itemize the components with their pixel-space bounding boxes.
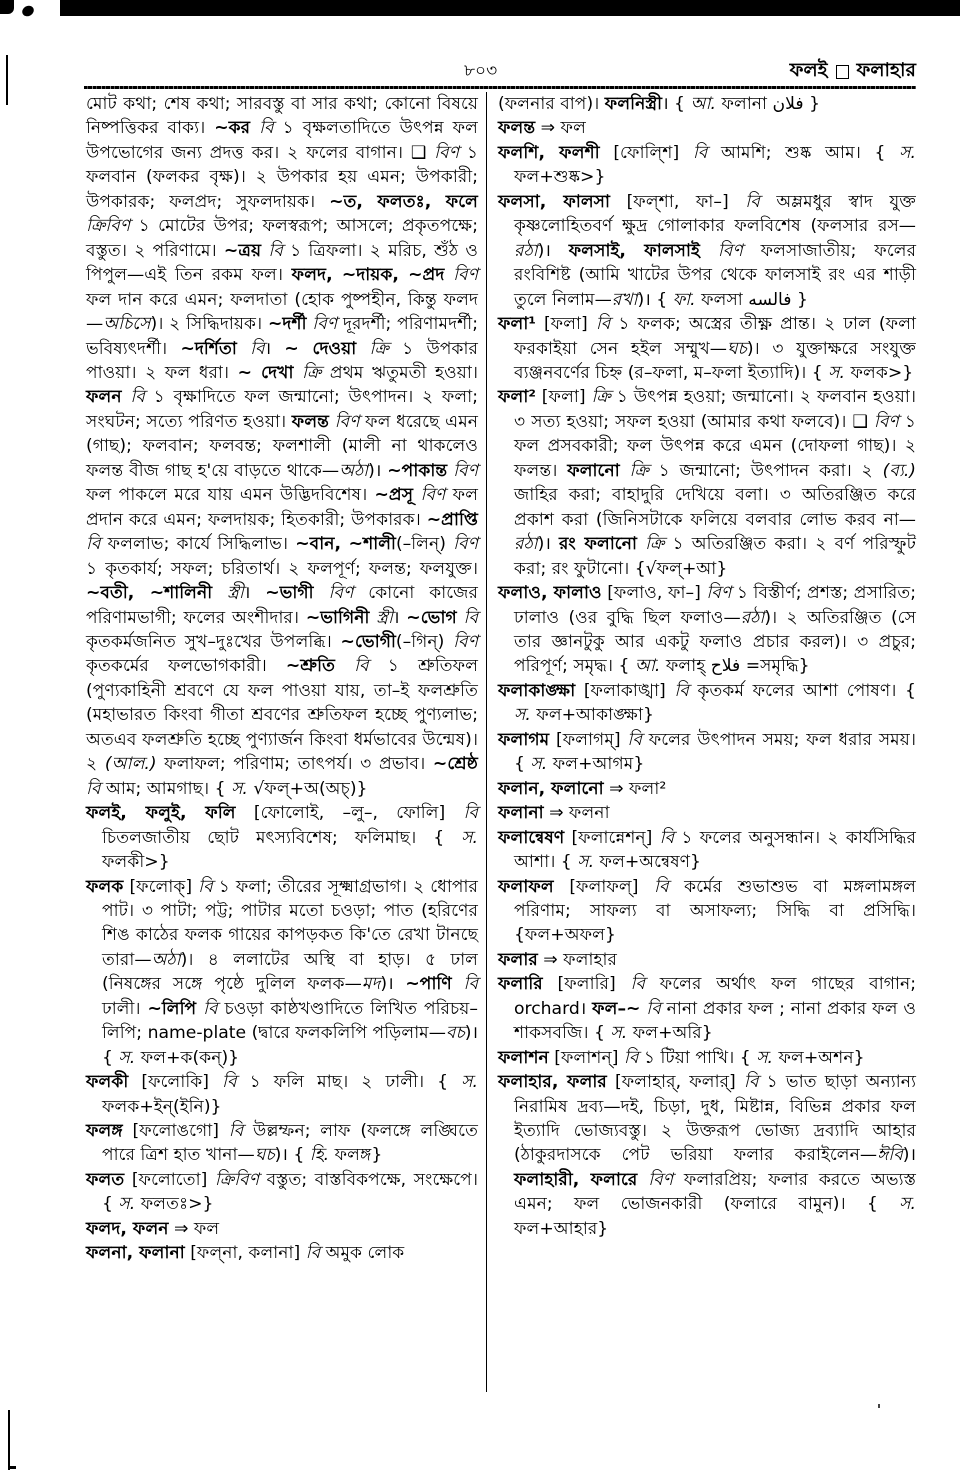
- headword: ফলই, ফলুই, ফলি: [86, 803, 236, 824]
- page-edge-mark: [6, 55, 8, 105]
- definition-text: ফল+শুষ্ক>}: [514, 167, 606, 188]
- grammar-label: বি: [743, 1072, 759, 1093]
- grammar-label: বি: [305, 1243, 321, 1264]
- grammar-label: (ব্য.): [882, 460, 916, 481]
- grammar-label: মদ: [361, 974, 381, 995]
- grammar-label: বি: [198, 876, 213, 897]
- definition-text: [ফলাশন্]: [548, 1047, 624, 1068]
- scan-edge-shadow: [60, 0, 960, 16]
- grammar-label: বিণ: [434, 142, 459, 163]
- definition-text: [ফলাফল্]: [553, 876, 655, 897]
- definition-text: ফল+আগম}: [547, 754, 645, 775]
- definition-text: কোনো কাজের পরিণামভাগী; ফলের অংশীদার।: [86, 583, 479, 628]
- grammar-label: বি: [623, 1047, 639, 1068]
- definition-text: ফলক>}: [845, 362, 914, 383]
- definition-text: ফলের অর্থাৎ ফল গাছের বাগান; orchard।: [514, 974, 916, 1019]
- grammar-label: বি: [654, 876, 669, 897]
- definition-text: ১ শ্রুতিফল (পুণ্যকাহিনী শ্রবণে যে ফল পাওয়া যায়, তা–ই ফলশ্রুতি (মহাভারত কিংবা গীতা শ্রবণের শ্রুতিফল হচ্ছে পুণ্যলাভ; অতএব ফলশ্রুতি হচ্ছে পুণ্যার্জন কিংবা ধর্মভাবের উন্মেষ)। ২: [86, 656, 478, 775]
- grammar-label: বিণ: [334, 411, 360, 432]
- grammar-label: বি: [250, 338, 265, 359]
- headword: ফলা²: [498, 387, 536, 408]
- grammar-label: বি: [674, 680, 689, 701]
- definition-text: )।: [902, 1145, 916, 1166]
- grammar-label: ঘচ: [726, 338, 747, 359]
- definition-text: [356, 339, 369, 359]
- headword: ফলাহার, ফলার: [498, 1072, 607, 1093]
- dictionary-entry: [498, 679, 916, 728]
- definition-text: [293, 363, 302, 383]
- headword: ফলাশন: [498, 1047, 549, 1068]
- definition-text: ⇒ ফলনা: [543, 803, 610, 824]
- definition-text: ১ কৃতকার্য; সফল; চরিতার্থ। ২ ফলপূর্ণ; ফলন্ত; ফলযুক্ত।: [86, 558, 478, 579]
- definition-text: ⇒ ফলাহার: [537, 949, 617, 970]
- definition-text: ফল পাকলে মরে যায় এমন উদ্ভিদবিশেষ।: [86, 485, 375, 506]
- grammar-label: বি: [463, 607, 479, 628]
- definition-text: [314, 583, 329, 603]
- definition-text: মোট কথা; শেষ কথা; সারবস্তু বা সার কথা; কোনো বিষয়ে নিষ্পত্তিকর বাক্য।: [86, 94, 478, 139]
- definition-text: [212, 583, 227, 603]
- page-header: [84, 54, 916, 84]
- grammar-label: বিণ: [648, 1169, 674, 1190]
- grammar-label: স.: [577, 852, 595, 873]
- entry-continuation: [86, 92, 478, 801]
- grammar-label: বিণ: [328, 583, 354, 604]
- definition-text: [ফলাও, ফা–]: [601, 583, 707, 604]
- grammar-label: বি: [463, 974, 479, 995]
- definition-text: ১ মোটের উপর; ফলস্বরূপ; আসলে; প্রকৃতপক্ষে; বস্তুত। ২ পরিণামে।: [86, 216, 478, 261]
- definition-text: [ফলোতো]: [124, 1169, 215, 1190]
- definition-text: [ফলোঙগো]: [122, 1121, 229, 1142]
- grammar-label: রখা: [611, 289, 638, 310]
- definition-text: ⇒ ফলা²: [603, 778, 667, 799]
- definition-text: ফলঙ্গ}: [329, 1145, 383, 1166]
- headword: ~শ্রেষ্ঠ: [432, 754, 478, 775]
- scan-artifact: [20, 4, 35, 19]
- headword: ফলা¹: [498, 314, 536, 335]
- definition-text: ১ ফলা; তীরের সূক্ষ্মাগ্রভাগ। ২ ধোপার পাট। ৩ পাটা; পট্ট; পাটার মতো চওড়া; পাত (হরিণের শিঙ কাঠের ফলক গায়ের কাপড়কত কি'তে রেখা টানছে তারা—: [102, 876, 478, 970]
- grammar-label: বি: [463, 803, 478, 824]
- grammar-label: স.: [514, 705, 531, 726]
- definition-text: ফলাহ্ فلاح =সমৃদ্ধি}: [660, 656, 810, 677]
- definition-text: কর্মের শুভাশুভ বা মঙ্গলামঙ্গল পরিণাম; সাফল্য বা অসাফল্য; সিদ্ধি বা প্রসিদ্ধি। {ফল+অফল}: [514, 876, 916, 946]
- grammar-label: বি: [86, 534, 101, 555]
- definition-text: ১ জন্মানো; উৎপাদন করা। ২: [648, 460, 883, 481]
- grammar-label: ক্রি: [645, 534, 665, 555]
- grammar-label: বিণ: [453, 460, 478, 481]
- definition-text: √ফল্+অ(অচ্)}: [247, 778, 368, 799]
- dictionary-entry: [86, 1070, 478, 1119]
- definition-text: [335, 656, 354, 676]
- grammar-label: ফা.: [672, 289, 696, 310]
- headword: ফলনিস্ত্রী: [604, 94, 663, 114]
- definition-text: ⇒ ফল: [168, 1218, 220, 1239]
- dictionary-entry: [498, 190, 916, 312]
- definition-text: ১ ফলক; অস্ত্রের তীক্ষ্ণ প্রান্ত। ২ ঢাল (ফলা ফরকাইয়া সেন হইল সম্মুখ—: [514, 314, 916, 359]
- dictionary-entry: [498, 1046, 916, 1070]
- grammar-label: স.: [231, 778, 248, 799]
- grammar-label: বি: [630, 974, 645, 995]
- grammar-label: বি: [222, 1072, 237, 1093]
- headword: রং ফলানো: [558, 534, 637, 555]
- definition-text: ফল+আহার}: [514, 1218, 609, 1239]
- definition-text: [250, 118, 259, 138]
- headword: ফলাকাঙ্ক্ষা: [498, 680, 576, 701]
- definition-text: ফল দান করে এমন; ফলদাতা (হোক পুষ্পহীন, কিন্তু ফলদ—: [86, 289, 478, 335]
- right-column: [498, 92, 916, 1241]
- grammar-label: স.: [899, 1194, 916, 1215]
- definition-text: ফল+অশন}: [773, 1047, 865, 1068]
- grammar-label: রঠা: [740, 607, 765, 628]
- headword: ফলান্বেষণ: [498, 827, 565, 848]
- grammar-label: স.: [461, 1072, 478, 1093]
- definition-text: (–গিন্): [395, 631, 454, 652]
- definition-text: ফলাফল; পরিণাম; তাৎপর্য। ৩ প্রভাব।: [156, 754, 433, 775]
- definition-text: )।: [537, 240, 569, 261]
- headword: ~ত, ফলতঃ, ফলে: [329, 191, 478, 212]
- definition-text: )। ২ অতিরঞ্জিত (সে তার জ্ঞানটুকু আর একটু ফলাও প্রচার করল)। ৩ প্রচুর; পরিপূর্ণ; সমৃদ্ধ। {: [514, 607, 916, 677]
- dictionary-entry: [498, 581, 916, 679]
- grammar-label: বি: [745, 191, 760, 212]
- dictionary-entry: [498, 972, 916, 1045]
- definition-text: [637, 1170, 648, 1190]
- grammar-label: ক্রি: [369, 338, 389, 359]
- grammar-label: রঠা: [514, 240, 538, 261]
- grammar-label: স.: [899, 142, 916, 163]
- definition-text: [ফল্শা, ফা–]: [610, 191, 746, 212]
- definition-text: ।: [392, 607, 407, 628]
- grammar-label: স্ত্রী: [376, 607, 393, 628]
- headword: ~বতী, ~শালিনী: [86, 583, 213, 604]
- grammar-label: ক্রি: [629, 460, 649, 481]
- definition-text: ফলকী>}: [102, 852, 170, 873]
- headword: ~ত্রয়: [223, 240, 262, 261]
- box-icon: [836, 65, 849, 79]
- grammar-label: বিণ: [453, 534, 478, 555]
- definition-text: আমশি; শুষ্ক আম। {: [707, 142, 900, 163]
- definition-text: বস্তুত; বাস্তবিকপক্ষে, সংক্ষেপে। {: [102, 1169, 478, 1215]
- header-rule: [84, 86, 916, 89]
- grammar-label: স.: [461, 827, 478, 848]
- definition-text: ১ ভাত ছাড়া অন্যান্য নিরামিষ দ্রব্য—দই, চিড়া, দুধ, মিষ্টান্ন, বিভিন্ন প্রকার ফল ইত্যাদি ভোজ্যবস্তু। ২ উক্তরূপ ভোজ্য দ্রব্যাদি আহার (ঠাকুরদাসকে পেট ভরিয়া ফলার করাইলেন—: [514, 1072, 916, 1166]
- definition-text: ফললাভ; কার্যে সিদ্ধিলাভ।: [100, 534, 296, 555]
- dictionary-entry: [86, 875, 478, 1071]
- definition-text: (ফলনার বাপ)।: [498, 94, 605, 114]
- definition-text: [ফলাগম্]: [549, 729, 628, 750]
- dictionary-entry: [498, 777, 916, 801]
- dictionary-entry: [498, 1070, 916, 1241]
- definition-text: ফল ধরেছে এমন (গাছ); ফলবান; ফলবন্ত; ফলশালী (মালী না থাকলেও ফলন্ত বীজ গাছ হ'য়ে বাড়তে থাকে—: [86, 411, 479, 481]
- headword: ~প্রাপ্তি: [426, 509, 478, 530]
- headword: ~লিপি: [147, 998, 197, 1019]
- definition-text: অমুক লোক: [320, 1243, 405, 1264]
- dictionary-entry: [498, 948, 916, 972]
- definition-text: ।: [264, 338, 285, 359]
- definition-text: [ফলা]: [535, 387, 592, 408]
- definition-text: [ফলা]: [535, 314, 596, 335]
- headword: ~ দেখা: [237, 362, 294, 383]
- grammar-label: বিণ: [717, 240, 743, 261]
- headword: ফলসাই, ফালসাই: [568, 240, 700, 261]
- definition-text: [620, 461, 630, 481]
- headword: ~ভাগিনী: [305, 607, 370, 628]
- definition-text: ফলসাজাতীয়; ফলের রংবিশিষ্ট (আমি খাটের উপর থেকে ফালসাই রং এর শাড়ী তুলে নিলাম—: [514, 240, 917, 310]
- definition-text: ১ বৃক্ষাদিতে ফল জন্মানো; উৎপাদন। ২ ফলা; সংঘটন; সত্যে পরিণত হওয়া।: [86, 387, 478, 432]
- definition-text: ১ বৃক্ষলতাদিতে উৎপন্ন ফল উপভোগের জন্য প্রদত্ত কর। ২ ফলের বাগান। ❑: [86, 118, 478, 163]
- headword: ফলানা: [498, 803, 544, 824]
- dictionary-entry: [498, 116, 916, 140]
- definition-text: [ফলান্নেশন্]: [564, 827, 660, 848]
- definition-text: কৃতকর্মের ফলভোগকারী।: [86, 656, 286, 677]
- definition-text: )। ৩ যুক্তাক্ষরে সংযুক্ত ব্যঞ্জনবর্ণের চিহ্ন (র–ফলা, ম–ফলা ইত্যাদি)। {: [514, 338, 916, 383]
- grammar-label: অঠা: [151, 949, 181, 970]
- definition-text: ১ টিয়া পাখি। {: [638, 1047, 757, 1068]
- headword: ~ভোগী: [340, 631, 396, 652]
- definition-text: ১ ফলি মাছ। ২ ঢালী। {: [236, 1072, 462, 1093]
- running-head: [790, 56, 916, 88]
- definition-text: (–লিন্): [395, 534, 454, 555]
- definition-text: ফলের উৎপাদন সময়; ফল ধরার সময়। {: [514, 729, 916, 775]
- headword: ফলদ, ~দায়ক, ~প্রদ: [291, 265, 445, 286]
- definition-text: )। {: [637, 289, 673, 310]
- dictionary-entry: [86, 1217, 478, 1241]
- definition-text: নানা প্রকার ফল ; নানা প্রকার ফল ও শাকসবজি। {: [514, 998, 916, 1044]
- definition-text: ১ ত্রিফলা। ২ মরিচ, শুঁঠ ও পিপুল—এই তিন রকম ফল।: [86, 240, 479, 286]
- dictionary-entry: [498, 312, 916, 385]
- grammar-label: বি: [130, 387, 145, 408]
- definition-text: ১ অতিরঞ্জিত করা। ২ বর্ণ পরিস্ফুট করা; রং ফুটানো। {√ফল্+আ}: [514, 534, 916, 579]
- definition-text: ফল+আকাঙ্ক্ষা}: [530, 705, 654, 726]
- definition-text: [ফলাকাঙ্খা]: [575, 680, 675, 701]
- definition-text: ফল প্রদান করে এমন; ফলদায়ক; হিতকারী; উপকারক।: [86, 485, 478, 530]
- definition-text: ফলারপ্রিয়; ফলার করতে অভ্যস্ত এমন; ফল ভোজনকারী (ফলারে বামুন)। {: [514, 1169, 917, 1215]
- definition-text: প্রথম ঋতুমতী হওয়া।: [321, 362, 478, 383]
- definition-text: ।: [243, 583, 266, 604]
- grammar-label: স.: [118, 1194, 136, 1215]
- grammar-label: আ.: [634, 656, 661, 677]
- grammar-label: অঠা: [339, 460, 369, 481]
- definition-text: [237, 339, 250, 359]
- grammar-label: আ.: [690, 94, 716, 114]
- grammar-label: বি: [595, 314, 611, 335]
- dictionary-entry: [498, 826, 916, 875]
- column-divider: [486, 92, 487, 1392]
- definition-text: )।: [537, 534, 559, 555]
- grammar-label: বি: [354, 656, 369, 677]
- definition-text: [457, 608, 464, 628]
- grammar-label: বি: [627, 729, 642, 750]
- headword: ফলারি: [498, 974, 543, 995]
- headword: ফলক: [86, 876, 124, 897]
- headword: ফলান, ফলানো: [498, 778, 604, 799]
- grammar-label: বি: [646, 998, 661, 1019]
- definition-text: [444, 265, 453, 285]
- definition-text: উল্লম্ফন; লাফ (ফলঙ্গে লঙ্ঘিতে পারে ত্রিশ হাত খানা—: [102, 1121, 478, 1166]
- dictionary-entry: [86, 801, 478, 874]
- dictionary-entry: [498, 728, 916, 777]
- grammar-label: বি: [228, 1121, 244, 1142]
- headword: ফলন: [86, 387, 122, 408]
- definition-text: [ফলোকি]: [128, 1072, 223, 1093]
- grammar-label: বি: [203, 998, 218, 1019]
- scan-speck: [878, 1404, 880, 1408]
- definition-text: [637, 534, 645, 554]
- headword: ~দর্শী: [267, 314, 307, 335]
- definition-text: ১ বিস্তীর্ণ; প্রশস্ত; প্রসারিত; ঢালাও (ওর বুদ্ধি ছিল ফলাও—: [514, 583, 917, 628]
- running-head-first: ফলই: [789, 59, 828, 81]
- definition-text: )।: [380, 974, 406, 995]
- definition-text: [ফলারি]: [542, 974, 631, 995]
- grammar-label: বিণ: [312, 314, 338, 335]
- grammar-label: বচ: [445, 1023, 465, 1044]
- definition-text: ফলক+ইন্(ইনি)}: [102, 1096, 222, 1117]
- definition-text: [700, 241, 718, 261]
- dictionary-entry: [86, 1241, 478, 1265]
- headword: ফলন্ত: [291, 411, 329, 432]
- headword: ফলকী: [86, 1072, 129, 1093]
- definition-text: আম; আমগাছ। {: [100, 778, 232, 799]
- dictionary-entry: [498, 875, 916, 948]
- scan-artifact: [0, 0, 14, 14]
- entry-continuation: [498, 92, 916, 116]
- grammar-label: স.: [118, 1047, 136, 1068]
- grammar-label: স্ত্রী: [227, 583, 244, 604]
- definition-text: [ফল্না, কলানা]: [184, 1243, 306, 1264]
- headword: ~ভোগ: [406, 607, 457, 628]
- headword: ~শ্রুতি: [285, 656, 335, 677]
- definition-text: ফল+অন্বেষণ}: [594, 852, 701, 873]
- grammar-label: বিণ: [453, 265, 478, 286]
- page-number: ৮০৩: [464, 61, 498, 81]
- definition-text: ফল+অরি}: [627, 1023, 713, 1044]
- grammar-label: বিণ: [873, 411, 899, 432]
- definition-text: )। ৪ ললাটের অস্থি বা হাড়। ৫ ঢাল (নিষঙ্গের সঙ্গে পৃষ্ঠে দুলিল ফলক—: [102, 949, 478, 995]
- headword: ~বান, ~শালী: [295, 534, 396, 555]
- definition-text: । {: [662, 94, 691, 114]
- grammar-label: অচিসে: [103, 314, 151, 335]
- definition-text: চিতলজাতীয় ছোট মৎস্যবিশেষ; ফলিমাছ। {: [102, 827, 462, 848]
- grammar-label: ক্রি: [302, 362, 322, 383]
- headword: ~দর্শিতা: [180, 338, 237, 359]
- headword: ~পাকান্ত: [387, 460, 448, 481]
- headword: ফলনা, ফলানা: [86, 1243, 185, 1264]
- grammar-label: হি.: [309, 1145, 330, 1166]
- headword: ফলাগম: [498, 729, 550, 750]
- definition-text: )। {: [102, 1023, 478, 1068]
- headword: ফলঙ্গ: [86, 1121, 123, 1142]
- dictionary-entry: [498, 801, 916, 825]
- grammar-label: বি: [659, 827, 675, 848]
- headword: ফলশি, ফলশী: [498, 142, 600, 163]
- headword: ফলাফল: [498, 876, 554, 897]
- definition-text: [452, 974, 464, 994]
- grammar-label: স.: [530, 754, 548, 775]
- headword: ফলাহারী, ফলারে: [514, 1169, 638, 1190]
- grammar-label: ক্রি: [591, 387, 611, 408]
- grammar-label: স.: [756, 1047, 774, 1068]
- grammar-label: বি: [692, 142, 708, 163]
- grammar-label: বি: [259, 118, 274, 139]
- definition-text: [ফলাহার্, ফলার্]: [606, 1072, 744, 1093]
- grammar-label: ঘচ: [254, 1145, 275, 1166]
- grammar-label: (আল.): [104, 754, 157, 775]
- definition-text: ১ উৎপন্ন হওয়া; জন্মানো। ২ ফলবান হওয়া। ৩ সত্য হওয়া; সফল হওয়া (আমার কথা ফলবে)। ❑: [514, 387, 916, 432]
- headword: ফলাও, ফালাও: [498, 583, 602, 604]
- dictionary-entry: [86, 1168, 478, 1217]
- definition-text: ফলসা فالسه }: [695, 289, 808, 310]
- dictionary-entry: [86, 1119, 478, 1168]
- headword: ফলত: [86, 1169, 125, 1190]
- headword: ফলার: [498, 949, 538, 970]
- grammar-label: বি: [268, 240, 283, 261]
- grammar-label: স.: [828, 362, 845, 383]
- definition-text: দূরদর্শী; পরিণামদর্শী; ভবিষ্যৎদর্শী।: [86, 314, 478, 359]
- grammar-label: বিণ: [420, 485, 446, 506]
- grammar-label: রঠা: [514, 534, 538, 555]
- definition-text: ১ ফল প্রসবকারী; ফল উৎপন্ন করে এমন (দোফলা গাছ)। ২ ফলন্ত।: [514, 411, 916, 481]
- headword: ফলসা, ফালসা: [498, 191, 611, 212]
- headword: ফল–~: [592, 998, 641, 1019]
- definition-text: [ফোলোই, –লু–, ফোলি]: [235, 803, 464, 824]
- headword: ~প্রসূ: [374, 485, 414, 506]
- definition-text: ঢালী।: [102, 998, 148, 1019]
- dictionary-entry: [498, 141, 916, 190]
- definition-text: [ফলোক্]: [123, 876, 199, 897]
- grammar-label: স.: [610, 1023, 628, 1044]
- definition-text: )। {: [274, 1145, 310, 1166]
- definition-text: ফলতঃ>}: [135, 1194, 214, 1215]
- headword: ~ভাগী: [265, 583, 314, 604]
- headword: ~ দেওয়া: [284, 338, 357, 359]
- headword: ~কর: [214, 118, 251, 139]
- headword: ~পাণি: [405, 974, 452, 995]
- definition-text: ১ ফলের অনুসন্ধান। ২ কার্যসিদ্ধির আশা। {: [514, 827, 916, 873]
- definition-text: কৃতকর্ম ফলের আশা পোষণ। {: [688, 680, 916, 701]
- definition-text: ⇒ ফল: [535, 118, 586, 139]
- grammar-label: বি: [86, 778, 101, 799]
- definition-text: )।: [368, 460, 388, 481]
- page-edge-mark: [8, 1410, 10, 1470]
- definition-text: ফলানা فلان }: [715, 94, 821, 114]
- definition-text: ১ ফলবান (ফলকর বৃক্ষ)। ২ উপকার হয় এমন; উপকারী; উপকারক; ফলপ্রদ; সুফলদায়ক।: [86, 142, 479, 212]
- grammar-label: ক্রিবিণ: [86, 216, 131, 237]
- definition-text: অম্লমধুর স্বাদ যুক্ত কৃষ্ণলোহিতবর্ণ ক্ষুদ্র গোলাকার ফলবিশেষ (ফলসার রস—: [514, 191, 916, 237]
- running-head-last: ফলাহার: [856, 59, 916, 81]
- headword: ফলদ, ফলন: [86, 1218, 169, 1239]
- grammar-label: বিণ: [706, 583, 732, 604]
- definition-text: কৃতকর্মজনিত সুখ–দুঃখের উপলব্ধি।: [86, 631, 341, 652]
- headword: ফলন্ত: [498, 118, 536, 139]
- left-column: [86, 92, 478, 1266]
- grammar-label: বিণ: [453, 631, 478, 652]
- definition-text: চওড়া কাষ্ঠখণ্ডাদিতে লিখিত পরিচয়–লিপি; name-plate (দ্বারে ফলকলিপি পড়িলাম—: [102, 998, 479, 1044]
- grammar-label: ক্রিবিণ: [214, 1169, 260, 1190]
- definition-text: ফল+ক(কন্)}: [135, 1047, 240, 1068]
- definition-text: জাহির করা; বাহাদুরি দেখিয়ে বলা। ৩ অতিরঞ্জিত করে প্রকাশ করা (জিনিসটাকে ফলিয়ে বলবার লোভ করব না—: [514, 485, 916, 530]
- definition-text: [ফোল্শি]: [599, 142, 693, 163]
- page-edge-mark: [8, 1466, 16, 1469]
- headword: ফলানো: [567, 460, 620, 481]
- dictionary-entry: [498, 385, 916, 581]
- definition-text: )। ২ সিদ্ধিদায়ক।: [150, 314, 268, 335]
- definition-text: ১ উপকার পাওয়া। ২ ফল ধরা।: [86, 338, 478, 383]
- grammar-label: ঈবি: [877, 1145, 903, 1166]
